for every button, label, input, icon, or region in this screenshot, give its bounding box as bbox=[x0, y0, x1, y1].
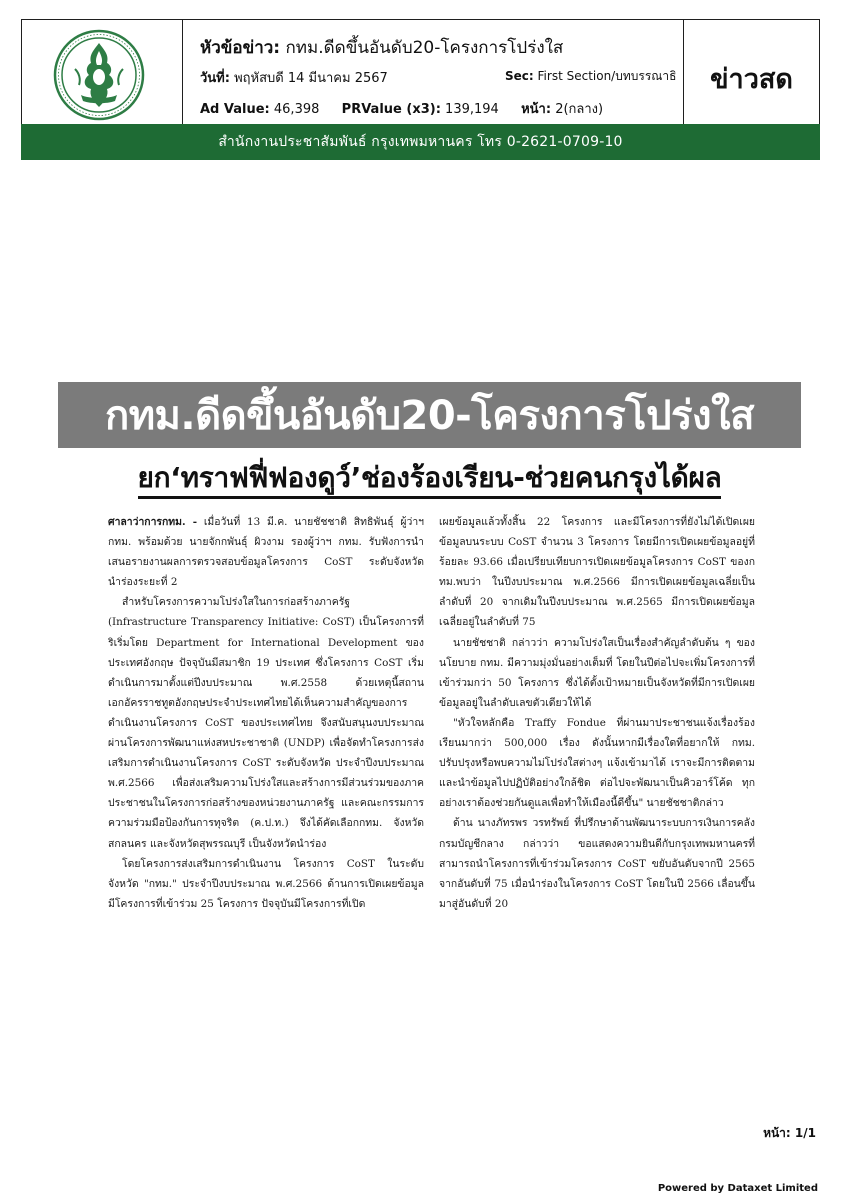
paragraph-text: นายชัชชาติ กล่าวว่า ความโปร่งใสเป็นเรื่องสำคัญลำดับต้น ๆ ของนโยบาย กทม. มีความมุ่งมั่นอย่างเต็มที่ โดยในปีต่อไปจะเพิ่มโครงการที่เข้าร่วมกว่า 50 โครงการ ซึ่งได้ตั้งเป้าหมายเป็นจังหวัดที่มีการเปิดเผยข้อมูลอยู่ในลำดับเลขตัวเดียวให้ได้ bbox=[439, 636, 755, 709]
source-cell bbox=[683, 20, 819, 137]
section-value: First Section/บทบรรณาธิ bbox=[537, 69, 677, 83]
date-label: วันที่: bbox=[200, 71, 230, 86]
page-value: 2(กลาง) bbox=[555, 102, 604, 117]
paragraph-text: เมื่อวันที่ 13 มี.ค. นายชัชชาติ สิทธิพันธุ์ ผู้ว่าฯ กทม. พร้อมด้วย นายจักกพันธุ์ ผิวงาม รองผู้ว่าฯ กทม. รับฟังการนำเสนอรายงานผลการตรวจสอบข้อมูลโครงการ CoST ระดับจังหวัด นำร่องระยะที่ 2 bbox=[108, 516, 424, 589]
paragraph bbox=[439, 512, 755, 633]
article-subtitle-text: ยก‘ทราฟฟี่ฟองดูว์’ช่องร้องเรียน-ช่วยคนกรุงได้ผล bbox=[138, 461, 722, 499]
paragraph bbox=[439, 633, 755, 713]
newspaper-name: ข่าวสด bbox=[710, 64, 793, 95]
paragraph bbox=[108, 592, 424, 853]
article-column-left bbox=[108, 512, 424, 914]
paragraph bbox=[108, 512, 424, 592]
section-label: Sec: bbox=[505, 69, 534, 83]
clipping-info bbox=[183, 20, 683, 137]
logo-cell bbox=[22, 20, 183, 137]
paragraph-text: "หัวใจหลักคือ Traffy Fondue ที่ผ่านมาประชาชนแจ้งเรื่องร้องเรียนมากว่า 500,000 เรื่อง ดังนั้นหากมีเรื่องใดที่อยากให้ กทม. ปรับปรุงหรือพบความไม่โปร่งใสต่างๆ แจ้งเข้ามาได้ เราจะมีการติดตามและนำข้อมูลไปปฏิบัติอย่างใกล้ชิด ต่อไปจะพัฒนาเป็นคิวอาร์โค้ด ทุกอย่างเราต้องช่วยกันดูแลเพื่อทำให้เมืองนี้ดีขึ้น" นายชัชชาติกล่าว bbox=[439, 716, 755, 810]
headline-label: หัวข้อข่าว: bbox=[200, 38, 281, 58]
paragraph-text: ด้าน นางภัทรพร วรทรัพย์ ที่ปรึกษาด้านพัฒนาระบบการเงินการคลัง กรมบัญชีกลาง กล่าวว่า ขอแสดงความยินดีกับกรุงเทพมหานครที่สามารถนำโครงการที่เข้าร่วมโครงการ CoST ขยับอันดับจากปี 2565 จากอันดับที่ 75 เมื่อนำร่องในโครงการ CoST โดยในปี 2566 เลื่อนขึ้นมาสู่อันดับที่ 20 bbox=[439, 817, 755, 910]
pr-value-label: PRValue (x3): bbox=[341, 102, 441, 117]
article-column-right bbox=[439, 512, 755, 914]
paragraph-text: โดยโครงการส่งเสริมการดำเนินงาน โครงการ CoST ในระดับจังหวัด "กทม." ประจำปีงบประมาณ พ.ศ.2566 ด้านการเปิดเผยข้อมูล มีโครงการที่เข้าร่วม 25 โครงการ ปัจจุบันมีโครงการที่เปิด bbox=[108, 857, 424, 910]
page-label: หน้า: bbox=[521, 102, 552, 117]
dateline: ศาลาว่าการกทม. - bbox=[108, 516, 198, 528]
paragraph bbox=[439, 713, 755, 813]
ad-value-label: Ad Value: bbox=[200, 102, 270, 117]
powered-by: Powered by Dataxet Limited bbox=[657, 1183, 818, 1194]
paragraph bbox=[439, 813, 755, 913]
value-row bbox=[200, 98, 603, 119]
page-number-value: 1/1 bbox=[794, 1126, 816, 1140]
section-row bbox=[505, 67, 676, 86]
ad-value: 46,398 bbox=[273, 102, 320, 117]
article-title: กทม.ดีดขึ้นอันดับ20-โครงการโปร่งใส bbox=[58, 382, 801, 448]
date-value: พฤหัสบดี 14 มีนาคม 2567 bbox=[234, 71, 388, 86]
clipping-header bbox=[21, 19, 820, 138]
article-subtitle bbox=[58, 456, 801, 502]
paragraph bbox=[108, 854, 424, 914]
headline-row bbox=[200, 34, 563, 61]
paragraph-text: สำหรับโครงการความโปร่งใสในการก่อสร้างภาครัฐ (Infrastructure Transparency Initiative: CoST) เป็นโครงการที่ริเริ่มโดย Department for International Development ของประเทศอังกฤษ ปัจจุบันมีสมาชิก 19 ประเทศ ซึ่งโครงการ CoST เริ่มดำเนินการมาตั้งแต่ปีงบประมาณ พ.ศ.2558 ด้วยเหตุนี้สถานเอกอัครราชทูตอังกฤษประจำประเทศไทยได้เห็นความสำคัญของการดำเนินงานโครงการ CoST ของประเทศไทย จึงสนับสนุนงบประมาณผ่านโครงการพัฒนาแห่งสหประชาชาติ (UNDP) เพื่อจัดทำโครงการส่งเสริมการดำเนินงานโครงการ CoST ระดับจังหวัด ประจำปีงบประมาณ พ.ศ.2566 เพื่อส่งเสริมความโปร่งใสและสร้างการมีส่วนร่วมของภาคประชาชนในโครงการก่อสร้างของหน่วยงานภาครัฐ และคณะกรรมการความร่วมมือป้องกันการทุจริต (ค.ป.ท.) จึงได้คัดเลือกกทม. จังหวัดสกลนคร และจังหวัดสุพรรณบุรี เป็นจังหวัดนำร่อง bbox=[108, 596, 424, 850]
page-number-label: หน้า: bbox=[763, 1126, 791, 1140]
office-banner: สำนักงานประชาสัมพันธ์ กรุงเทพมหานคร โทร 0-2621-0709-10 bbox=[21, 124, 820, 160]
headline-value: กทม.ดีดขึ้นอันดับ20-โครงการโปร่งใส bbox=[285, 38, 564, 58]
page-number bbox=[763, 1124, 816, 1143]
paragraph-text: เผยข้อมูลแล้วทั้งสิ้น 22 โครงการ และมีโครงการที่ยังไม่ได้เปิดเผยข้อมูลบนระบบ CoST จำนวน 3 โครงการ โดยมีการเปิดเผยข้อมูลอยู่ที่ร้อยละ 93.66 เมื่อเปรียบเทียบการเปิดเผยข้อมูลโครงการ CoST ของกทม.พบว่า ในปีงบประมาณ พ.ศ.2566 มีการเปิดเผยข้อมูลเฉลี่ยเป็นลำดับที่ 20 จากเดิมในปีงบประมาณ พ.ศ.2565 มีการเปิดเผยข้อมูลเฉลี่ยอยู่ในลำดับที่ 75 bbox=[439, 516, 755, 629]
pr-value: 139,194 bbox=[445, 102, 499, 117]
date-row bbox=[200, 67, 388, 88]
bma-seal-logo bbox=[53, 29, 145, 121]
